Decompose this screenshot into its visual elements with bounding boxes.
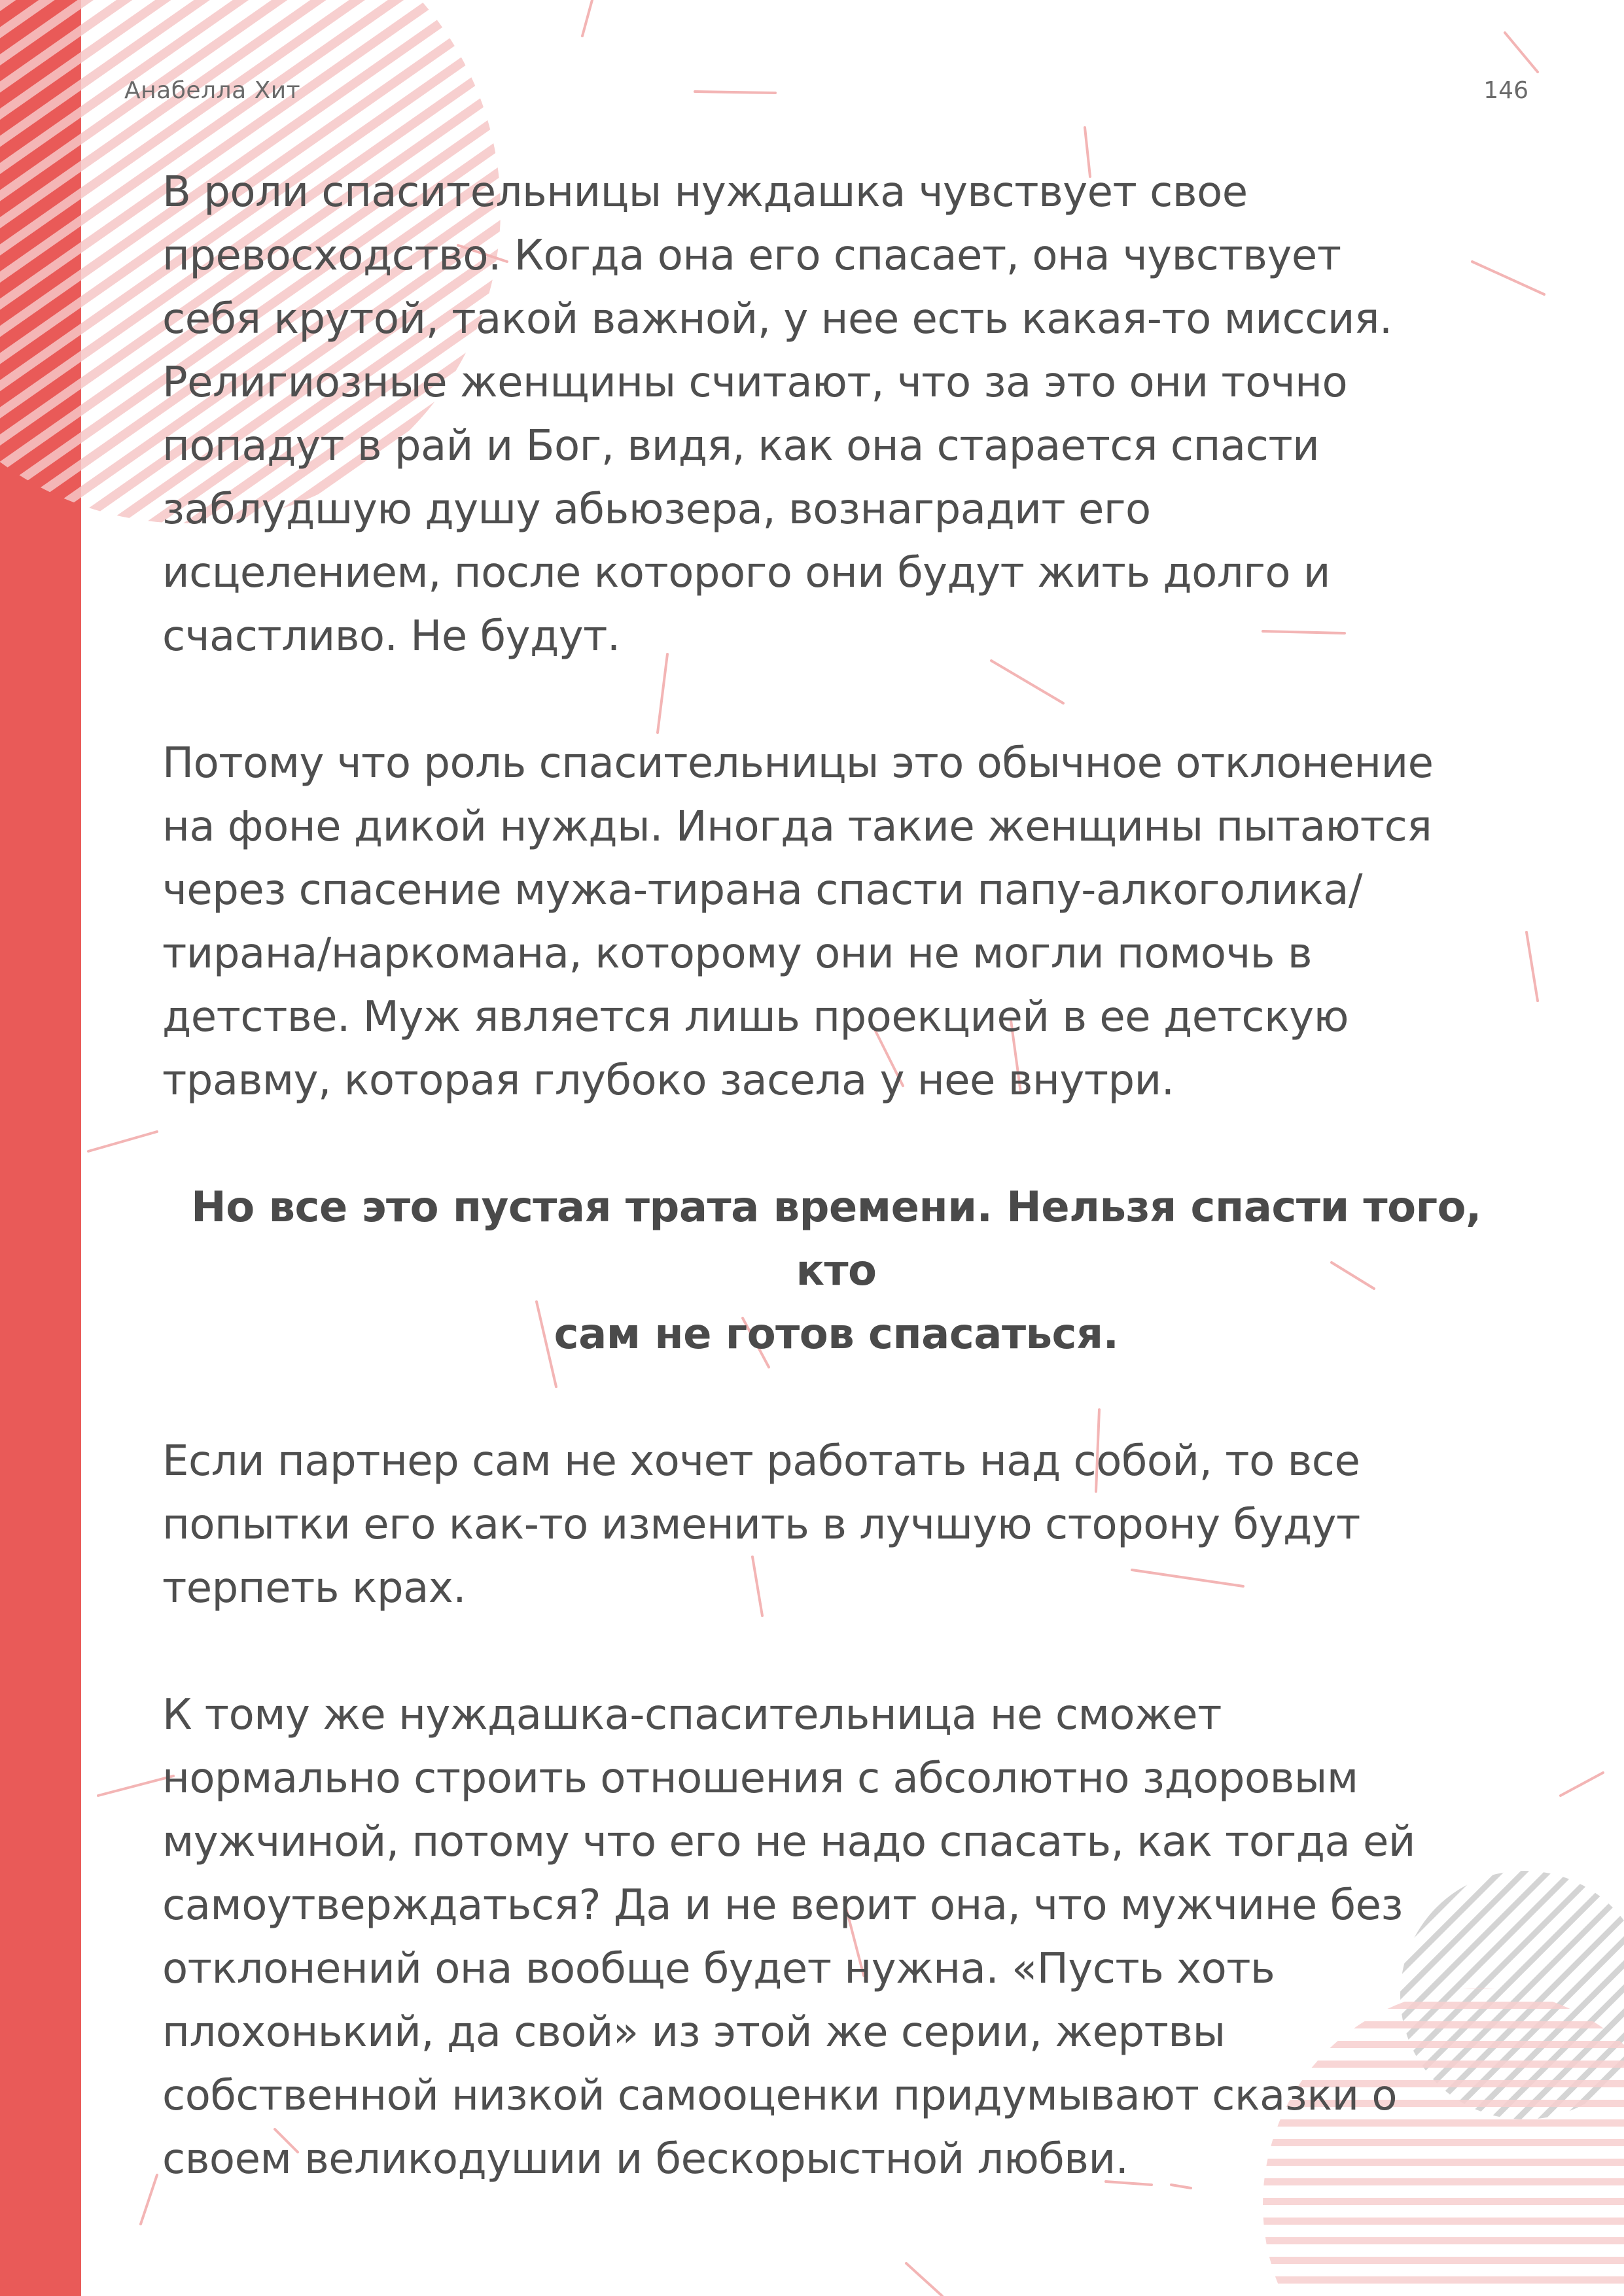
paragraph: К тому же нуждашка-спасительница не сможет нормально строить отношения с абсолютно здоровым мужчиной, потому что его не надо спасать, как тогда ей самоутверждаться? Да и не верит она, что мужчине без отклонений она вообще будет нужна. «Пусть хоть плохонький, да свой» из этой же серии, жертвы собственной низкой самооценки придумывают сказки о своем великодушии и бескорыстной любви. xyxy=(162,1691,1415,2183)
emphasized-paragraph: Но все это пустая трата времени. Нельзя спасти того, кто сам не готов спасаться. xyxy=(191,1183,1481,1359)
page-number: 146 xyxy=(1483,77,1528,104)
paragraph: Потому что роль спасительницы это обычное отклонение на фоне дикой нужды. Иногда такие женщины пытаются через спасение мужа-тирана спасти папу-алкоголика/ тирана/наркомана, которому они не могли помочь в детстве. Муж является лишь проекцией в ее детскую травму, которая глубоко засела у нее внутри. xyxy=(162,739,1434,1105)
running-header-author: Анабелла Хит xyxy=(124,77,301,104)
paragraph: Если партнер сам не хочет работать над собой, то все попытки его как-то изменить в лучшую сторону будут терпеть крах. xyxy=(162,1437,1360,1612)
paragraph: В роли спасительницы нуждашка чувствует свое превосходство. Когда она его спасает, она чувствует себя крутой, такой важной, у нее есть какая-то миссия. Религиозные женщины считают, что за это они точно попадут в рай и Бог, видя, как она старается спасти заблудшую душу абьюзера, вознаградит его исцелением, после которого они будут жить долго и счастливо. Не будут. xyxy=(162,168,1392,661)
body-text xyxy=(162,161,1510,2255)
